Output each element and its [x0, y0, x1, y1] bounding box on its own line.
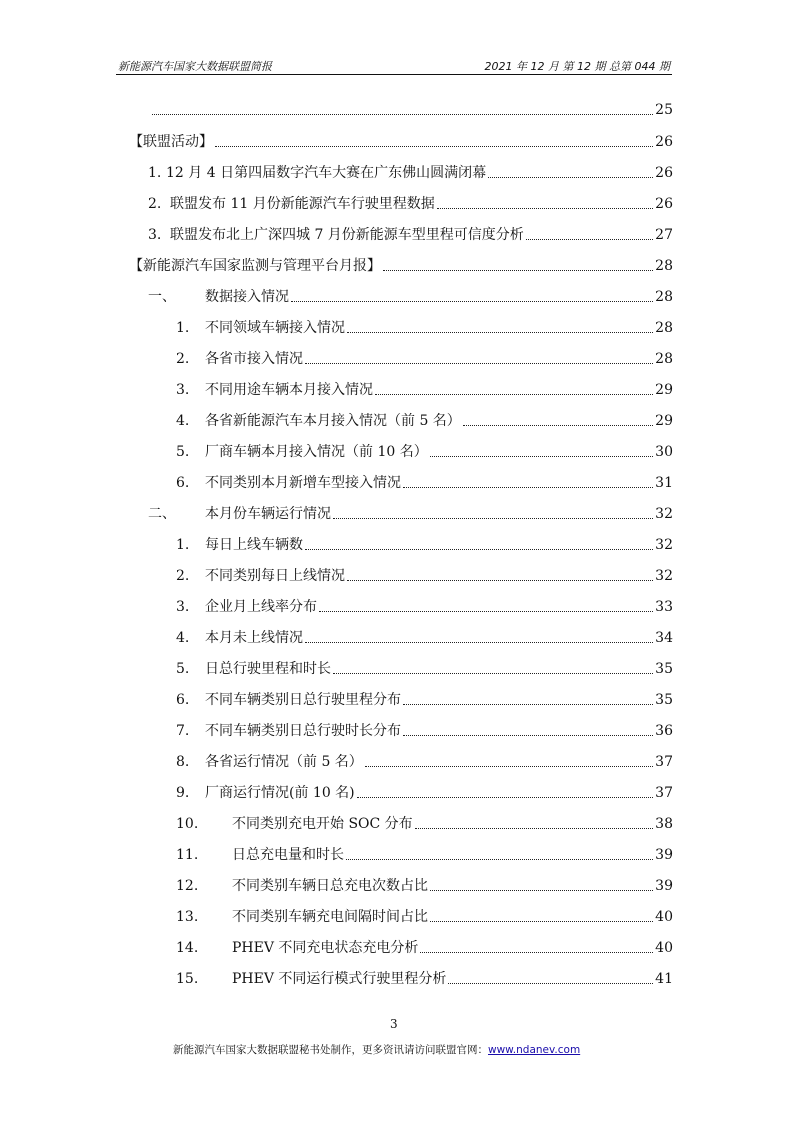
- toc-number: 4.: [176, 630, 190, 646]
- toc-page: 31: [655, 475, 673, 491]
- toc-page: 32: [655, 568, 673, 584]
- toc-leader: [463, 425, 653, 426]
- toc-title: 不同类别充电开始 SOC 分布: [232, 816, 413, 832]
- toc-page: 28: [655, 289, 673, 305]
- toc-leader: [437, 208, 653, 209]
- toc-page: 39: [655, 878, 673, 894]
- toc-entry[interactable]: [176, 658, 673, 678]
- toc-page: 35: [655, 661, 673, 677]
- toc-title: 厂商车辆本月接入情况（前 10 名）: [205, 444, 428, 460]
- toc-page: 37: [655, 754, 673, 770]
- toc-leader: [347, 332, 653, 333]
- toc-page: 41: [655, 971, 673, 987]
- toc-entry[interactable]: [176, 472, 673, 492]
- toc-page: 32: [655, 537, 673, 553]
- toc-entry[interactable]: [176, 410, 673, 430]
- toc-number: 13.: [176, 909, 199, 925]
- toc-entry[interactable]: [148, 286, 673, 306]
- toc-number: 6.: [176, 475, 190, 491]
- toc-page: 28: [655, 351, 673, 367]
- toc-title: 不同类别车辆日总充电次数占比: [232, 878, 428, 894]
- toc-entry[interactable]: [176, 844, 673, 864]
- toc-leader: [488, 177, 653, 178]
- toc-title: PHEV 不同运行模式行驶里程分析: [232, 971, 447, 987]
- toc-number: 4.: [176, 413, 190, 429]
- toc-title: 【新能源汽车国家监测与管理平台月报】: [129, 258, 381, 274]
- toc-leader: [319, 611, 653, 612]
- toc-title: 联盟发布 11 月份新能源汽车行驶里程数据: [170, 196, 435, 212]
- toc-entry[interactable]: [176, 441, 673, 461]
- toc-title: 不同领域车辆接入情况: [205, 320, 345, 336]
- toc-number: 15.: [176, 971, 199, 987]
- toc-leader: [383, 270, 653, 271]
- toc-title: 企业月上线率分布: [205, 599, 317, 615]
- toc-number: 3.: [148, 227, 162, 243]
- toc-title: 不同类别每日上线情况: [205, 568, 345, 584]
- toc-page: 30: [655, 444, 673, 460]
- toc-leader: [305, 642, 653, 643]
- toc-leader: [430, 921, 653, 922]
- toc-number: 3.: [176, 599, 190, 615]
- toc-title: 不同用途车辆本月接入情况: [205, 382, 373, 398]
- toc-entry[interactable]: [176, 565, 673, 585]
- toc-title: 各省新能源汽车本月接入情况（前 5 名）: [205, 413, 461, 429]
- toc-page: 25: [655, 102, 673, 118]
- toc-title: 【联盟活动】: [129, 134, 213, 150]
- page-number: 3: [390, 1017, 398, 1031]
- toc-leader: [305, 363, 653, 364]
- toc-entry[interactable]: [129, 255, 673, 275]
- toc-entry[interactable]: [148, 503, 673, 523]
- toc-number: 7.: [176, 723, 190, 739]
- toc-leader: [346, 859, 653, 860]
- toc-title: 厂商运行情况(前 10 名): [205, 785, 355, 801]
- toc-entry[interactable]: [176, 782, 673, 802]
- toc-leader: [415, 828, 653, 829]
- toc-entry[interactable]: [176, 689, 673, 709]
- toc-leader: [347, 580, 653, 581]
- toc-page: 29: [655, 413, 673, 429]
- toc-entry[interactable]: [150, 99, 673, 119]
- toc-number: 1.: [176, 537, 190, 553]
- toc-entry[interactable]: [148, 193, 673, 213]
- page-footer: [173, 1042, 580, 1057]
- toc-title: 12 月 4 日第四届数字汽车大赛在广东佛山圆满闭幕: [166, 165, 487, 181]
- toc-title: 日总充电量和时长: [232, 847, 344, 863]
- toc-leader: [430, 456, 653, 457]
- toc-title: 不同类别车辆充电间隔时间占比: [232, 909, 428, 925]
- toc-page: 28: [655, 258, 673, 274]
- toc-number: 10.: [176, 816, 199, 832]
- toc-number: 2.: [176, 568, 190, 584]
- toc-number: 二、: [148, 506, 176, 522]
- toc-title: PHEV 不同充电状态充电分析: [232, 940, 419, 956]
- toc-entry[interactable]: [176, 627, 673, 647]
- toc-leader: [215, 146, 653, 147]
- toc-title: 本月未上线情况: [205, 630, 303, 646]
- toc-page: 26: [655, 134, 673, 150]
- toc-entry[interactable]: [176, 596, 673, 616]
- toc-entry[interactable]: [176, 968, 673, 988]
- toc-entry[interactable]: [176, 720, 673, 740]
- toc-entry[interactable]: [176, 906, 673, 926]
- toc-page: 37: [655, 785, 673, 801]
- toc-page: 33: [655, 599, 673, 615]
- toc-title: 每日上线车辆数: [205, 537, 303, 553]
- toc-entry[interactable]: [176, 348, 673, 368]
- toc-number: 5.: [176, 661, 190, 677]
- footer-text: 新能源汽车国家大数据联盟秘书处制作，更多资讯请访问联盟官网：: [173, 1044, 488, 1056]
- toc-entry[interactable]: [148, 162, 673, 182]
- toc-number: 9.: [176, 785, 190, 801]
- toc-page: 35: [655, 692, 673, 708]
- website-link[interactable]: www.ndanev.com: [488, 1044, 581, 1056]
- toc-title: 日总行驶里程和时长: [205, 661, 331, 677]
- toc-number: 5.: [176, 444, 190, 460]
- toc-number: 8.: [176, 754, 190, 770]
- toc-leader: [365, 766, 653, 767]
- toc-page: 28: [655, 320, 673, 336]
- toc-entry[interactable]: [176, 751, 673, 771]
- toc-leader: [333, 673, 653, 674]
- toc-entry[interactable]: [176, 379, 673, 399]
- toc-page: 36: [655, 723, 673, 739]
- toc-number: 12.: [176, 878, 199, 894]
- toc-leader: [403, 735, 653, 736]
- toc-number: 6.: [176, 692, 190, 708]
- toc-title: 不同车辆类别日总行驶里程分布: [205, 692, 401, 708]
- toc-page: 26: [655, 165, 673, 181]
- toc-number: 一、: [148, 289, 176, 305]
- toc-number: 3.: [176, 382, 190, 398]
- toc-page: 32: [655, 506, 673, 522]
- header-title: 新能源汽车国家大数据联盟简报: [118, 60, 272, 73]
- toc-number: 14.: [176, 940, 199, 956]
- toc-leader: [403, 487, 653, 488]
- toc-title: 不同车辆类别日总行驶时长分布: [205, 723, 401, 739]
- toc-page: 34: [655, 630, 673, 646]
- toc-leader: [448, 983, 653, 984]
- toc-entry[interactable]: [148, 224, 673, 244]
- toc-leader: [430, 890, 653, 891]
- toc-leader: [305, 549, 653, 550]
- toc-number: 1.: [148, 165, 162, 181]
- toc-entry[interactable]: [129, 131, 673, 151]
- toc-entry[interactable]: [176, 875, 673, 895]
- toc-entry[interactable]: [176, 813, 673, 833]
- toc-leader: [526, 239, 653, 240]
- toc-leader: [420, 952, 653, 953]
- toc-leader: [403, 704, 653, 705]
- toc-leader: [333, 518, 653, 519]
- toc-number: 2.: [148, 196, 162, 212]
- toc-page: 29: [655, 382, 673, 398]
- toc-title: 各省运行情况（前 5 名）: [205, 754, 363, 770]
- toc-number: 1.: [176, 320, 190, 336]
- toc-title: 各省市接入情况: [205, 351, 303, 367]
- toc-number: 2.: [176, 351, 190, 367]
- toc-entry[interactable]: [176, 317, 673, 337]
- toc-title: 本月份车辆运行情况: [205, 506, 331, 522]
- toc-title: 不同类别本月新增车型接入情况: [205, 475, 401, 491]
- toc-leader: [291, 301, 653, 302]
- toc-leader: [375, 394, 653, 395]
- toc-page: 26: [655, 196, 673, 212]
- toc-page: 38: [655, 816, 673, 832]
- toc-entry[interactable]: [176, 534, 673, 554]
- toc-title: 数据接入情况: [205, 289, 289, 305]
- toc-page: 40: [655, 940, 673, 956]
- toc-page: 27: [655, 227, 673, 243]
- toc-title: 联盟发布北上广深四城 7 月份新能源车型里程可信度分析: [170, 227, 524, 243]
- toc-page: 40: [655, 909, 673, 925]
- toc-entry[interactable]: [176, 937, 673, 957]
- header-issue: 2021 年 12 月 第 12 期 总第 044 期: [484, 60, 670, 73]
- toc-leader: [357, 797, 654, 798]
- toc-number: 11.: [176, 847, 199, 863]
- toc-leader: [152, 114, 653, 115]
- toc-page: 39: [655, 847, 673, 863]
